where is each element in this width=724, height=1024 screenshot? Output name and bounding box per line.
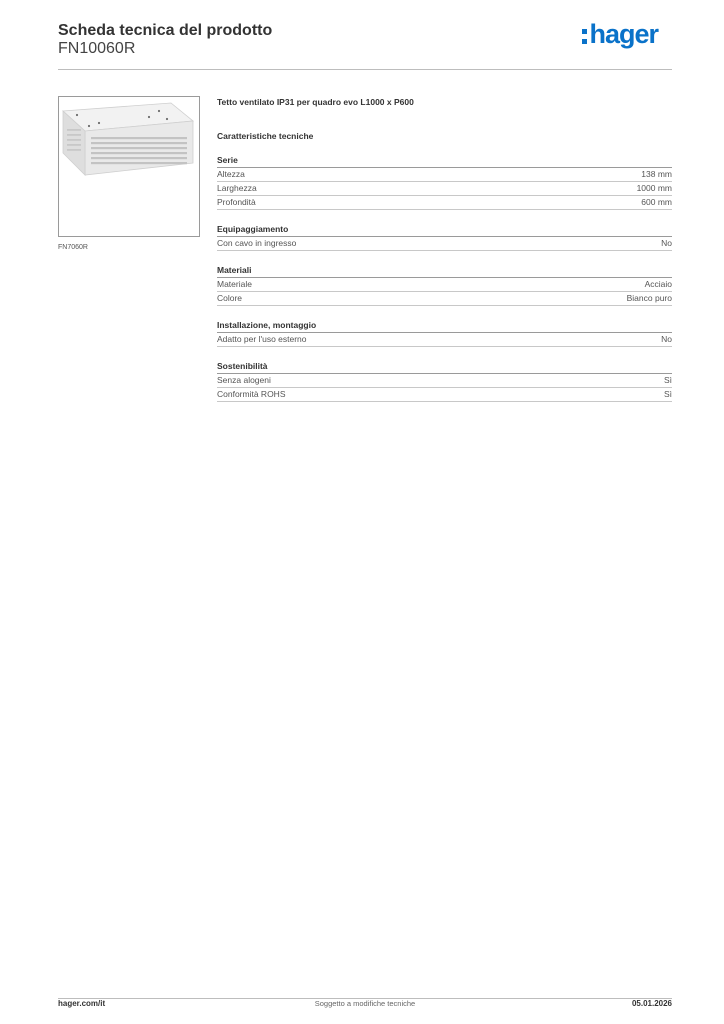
spec-row	[217, 278, 672, 292]
product-image	[58, 96, 200, 237]
spec-value: 138 mm	[641, 169, 672, 179]
logo-text: hager	[589, 18, 658, 49]
specifications	[217, 96, 672, 402]
spec-row	[217, 333, 672, 347]
spec-value: Sì	[663, 389, 672, 399]
spec-row	[217, 292, 672, 306]
image-caption: FN7060R	[58, 244, 88, 251]
section-title: Caratteristiche tecniche	[217, 131, 314, 141]
spec-value: No	[661, 334, 672, 344]
spec-row	[217, 182, 672, 196]
footer-notice: Soggetto a modifiche tecniche	[314, 999, 416, 1008]
spec-label: Senza alogeni	[217, 375, 271, 385]
spec-value: Sì	[663, 375, 672, 385]
page-header	[58, 20, 672, 70]
group-title: Serie	[217, 154, 672, 168]
group-title: Sostenibilità	[217, 360, 672, 374]
website-link[interactable]: hager.com/it	[58, 999, 106, 1008]
spec-value: 600 mm	[641, 197, 672, 207]
spec-label: Conformità ROHS	[217, 389, 286, 399]
spec-row	[217, 388, 672, 402]
ventilated-roof-illustration	[59, 97, 199, 236]
logo-dots-icon	[582, 29, 587, 44]
spec-group-serie	[217, 154, 672, 210]
spec-value: Acciaio	[644, 279, 672, 289]
spec-value: Bianco puro	[626, 293, 672, 303]
spec-label: Altezza	[217, 169, 245, 179]
spec-label: Con cavo in ingresso	[217, 238, 297, 248]
spec-group-materiali	[217, 264, 672, 306]
spec-row	[217, 374, 672, 388]
page-footer	[58, 998, 672, 1011]
group-title: Equipaggiamento	[217, 223, 672, 237]
spec-label: Larghezza	[217, 183, 257, 193]
group-title: Installazione, montaggio	[217, 319, 672, 333]
spec-value: 1000 mm	[636, 183, 672, 193]
spec-label: Colore	[217, 293, 243, 303]
product-description: Tetto ventilato IP31 per quadro evo L1000 x P600	[217, 97, 414, 107]
group-title: Materiali	[217, 264, 672, 278]
document-title: Scheda tecnica del prodotto	[58, 22, 273, 39]
spec-group-installazione	[217, 319, 672, 347]
spec-row	[217, 196, 672, 210]
spec-label: Adatto per l'uso esterno	[217, 334, 307, 344]
product-code: FN10060R	[58, 40, 136, 57]
hager-logo	[582, 18, 658, 50]
spec-value: No	[661, 238, 672, 248]
spec-label: Profondità	[217, 197, 256, 207]
spec-group-equipaggiamento	[217, 223, 672, 251]
spec-label: Materiale	[217, 279, 252, 289]
spec-group-sostenibilita	[217, 360, 672, 402]
spec-row	[217, 168, 672, 182]
spec-row	[217, 237, 672, 251]
footer-date: 05.01.2026	[631, 999, 672, 1008]
